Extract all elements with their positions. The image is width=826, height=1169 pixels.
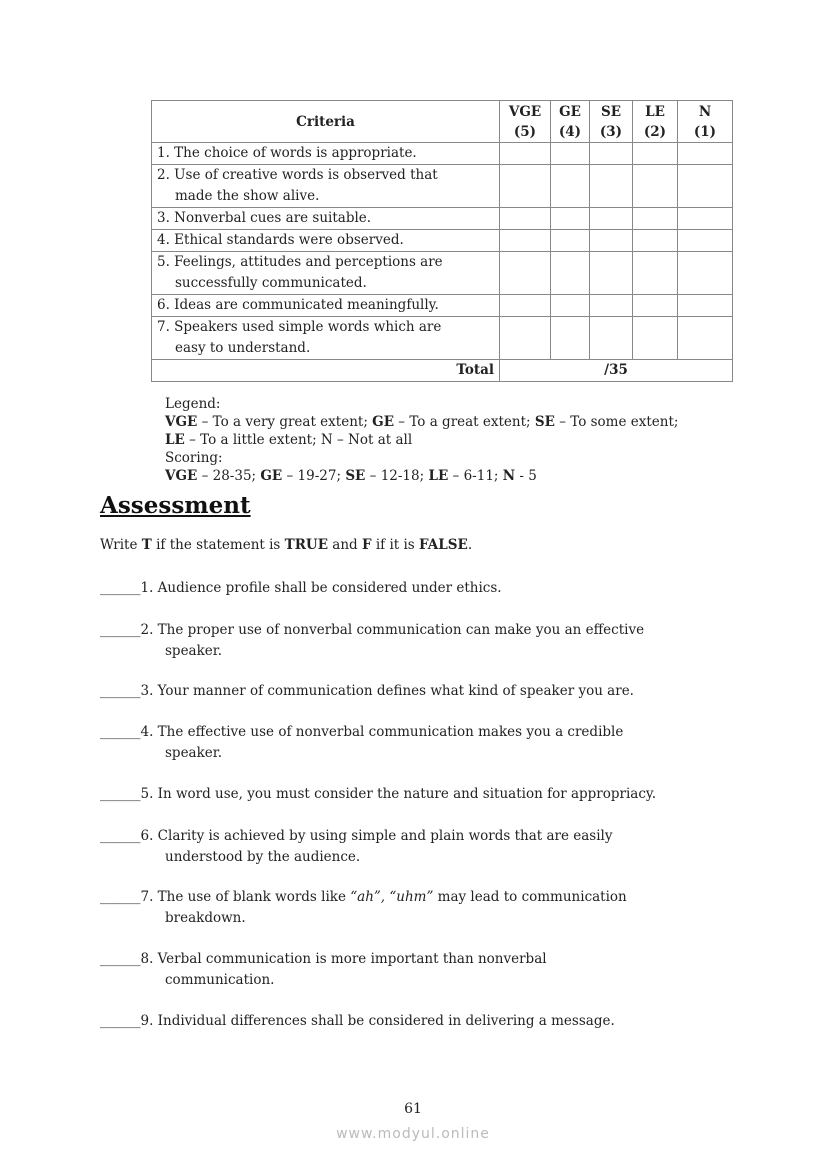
col-points: (1) bbox=[693, 123, 717, 140]
col-label: LE bbox=[645, 103, 665, 120]
rating-cell-n[interactable] bbox=[678, 143, 733, 165]
score-key: SE bbox=[345, 468, 366, 484]
col-points: (4) bbox=[558, 123, 582, 140]
rating-cell-vge[interactable] bbox=[500, 208, 551, 230]
rating-cell-vge[interactable] bbox=[500, 143, 551, 165]
criterion-text-cont: made the show alive. bbox=[175, 188, 320, 204]
item-text: may lead to communication bbox=[433, 889, 627, 905]
table-row bbox=[152, 143, 733, 165]
item-text-cont: communication. bbox=[165, 972, 275, 988]
table-header-row bbox=[152, 101, 733, 143]
scoring-title: Scoring: bbox=[165, 450, 223, 466]
rating-cell-vge[interactable] bbox=[500, 252, 551, 295]
score-key: VGE bbox=[165, 468, 198, 484]
col-label: SE bbox=[600, 103, 622, 120]
item-text: ______2. The proper use of nonverbal communication can make you an effective bbox=[100, 622, 645, 638]
legend-text bbox=[165, 413, 685, 449]
assessment-item bbox=[100, 578, 730, 599]
rating-cell-n[interactable] bbox=[678, 165, 733, 208]
score-range: – 6-11; bbox=[448, 468, 503, 484]
rating-cell-n[interactable] bbox=[678, 295, 733, 317]
rating-cell-se[interactable] bbox=[590, 317, 633, 360]
criterion-text: 7. Speakers used simple words which are bbox=[157, 319, 442, 335]
criterion-text-cont: easy to understand. bbox=[175, 340, 311, 356]
rating-cell-le[interactable] bbox=[633, 230, 678, 252]
criterion bbox=[152, 295, 500, 317]
col-vge bbox=[500, 101, 551, 143]
col-points: (5) bbox=[513, 123, 537, 140]
criterion-text: 1. The choice of words is appropriate. bbox=[157, 145, 417, 161]
criterion bbox=[152, 252, 500, 295]
table-row bbox=[152, 252, 733, 295]
item-text: ______4. The effective use of nonverbal communication makes you a credible bbox=[100, 724, 624, 740]
item-text: ______9. Individual differences shall be considered in delivering a message. bbox=[100, 1013, 615, 1029]
item-italic: “ah”, “uhm” bbox=[350, 889, 434, 905]
rating-cell-ge[interactable] bbox=[551, 295, 590, 317]
assessment-item bbox=[100, 620, 730, 662]
col-label: VGE bbox=[508, 103, 542, 120]
criterion bbox=[152, 208, 500, 230]
rating-cell-se[interactable] bbox=[590, 143, 633, 165]
score-range: – 12-18; bbox=[365, 468, 429, 484]
item-text: ______8. Verbal communication is more important than nonverbal bbox=[100, 951, 547, 967]
rating-cell-ge[interactable] bbox=[551, 230, 590, 252]
total-value: /35 bbox=[500, 360, 733, 382]
assessment-item bbox=[100, 826, 730, 868]
legend-key: GE bbox=[372, 414, 394, 430]
criterion bbox=[152, 317, 500, 360]
instr-text: and bbox=[327, 537, 362, 553]
rating-cell-ge[interactable] bbox=[551, 208, 590, 230]
total-label: Total bbox=[152, 360, 500, 382]
legend-desc: – To a very great extent; bbox=[197, 414, 373, 430]
assessment-heading: Assessment bbox=[100, 492, 251, 519]
rating-cell-se[interactable] bbox=[590, 208, 633, 230]
rating-cell-n[interactable] bbox=[678, 208, 733, 230]
instr-bold: T bbox=[141, 537, 152, 553]
instr-text: . bbox=[467, 537, 473, 553]
rating-cell-ge[interactable] bbox=[551, 143, 590, 165]
page-number: 61 bbox=[404, 1101, 422, 1117]
item-text-cont: understood by the audience. bbox=[165, 849, 361, 865]
score-key: LE bbox=[428, 468, 449, 484]
rating-cell-se[interactable] bbox=[590, 165, 633, 208]
col-points: (2) bbox=[643, 123, 667, 140]
assessment-item bbox=[100, 681, 730, 702]
assessment-item bbox=[100, 949, 730, 991]
assessment-item bbox=[100, 784, 730, 805]
rating-cell-le[interactable] bbox=[633, 208, 678, 230]
rating-cell-ge[interactable] bbox=[551, 165, 590, 208]
legend-key: VGE bbox=[165, 414, 198, 430]
rating-cell-se[interactable] bbox=[590, 252, 633, 295]
col-label: N bbox=[698, 103, 712, 120]
scoring-text bbox=[165, 467, 685, 485]
criterion-text: 3. Nonverbal cues are suitable. bbox=[157, 210, 372, 226]
instr-bold: FALSE bbox=[419, 537, 468, 553]
assessment-item bbox=[100, 722, 730, 764]
rating-cell-le[interactable] bbox=[633, 317, 678, 360]
rating-cell-n[interactable] bbox=[678, 230, 733, 252]
table-row bbox=[152, 295, 733, 317]
table-row bbox=[152, 165, 733, 208]
rating-cell-le[interactable] bbox=[633, 295, 678, 317]
criterion-text: 4. Ethical standards were observed. bbox=[157, 232, 404, 248]
rubric-table bbox=[151, 100, 733, 382]
criterion-text-cont: successfully communicated. bbox=[175, 275, 367, 291]
criterion-text: 6. Ideas are communicated meaningfully. bbox=[157, 297, 439, 313]
score-range: – 28-35; bbox=[197, 468, 261, 484]
rating-cell-se[interactable] bbox=[590, 230, 633, 252]
total-row bbox=[152, 360, 733, 382]
criterion-text: 2. Use of creative words is observed that bbox=[157, 167, 438, 183]
table-row bbox=[152, 208, 733, 230]
legend-key: SE bbox=[534, 414, 555, 430]
rating-cell-le[interactable] bbox=[633, 143, 678, 165]
score-key: N bbox=[502, 468, 516, 484]
assessment-item bbox=[100, 1011, 730, 1032]
legend-desc: – To some extent; bbox=[554, 414, 679, 430]
col-points: (3) bbox=[599, 123, 623, 140]
rating-cell-n[interactable] bbox=[678, 252, 733, 295]
assessment-instructions bbox=[100, 537, 472, 553]
legend-title: Legend: bbox=[165, 396, 221, 412]
item-text-cont: speaker. bbox=[165, 745, 223, 761]
table-row bbox=[152, 317, 733, 360]
col-ge bbox=[551, 101, 590, 143]
col-n bbox=[678, 101, 733, 143]
item-text: ______3. Your manner of communication defines what kind of speaker you are. bbox=[100, 683, 634, 699]
rating-cell-n[interactable] bbox=[678, 317, 733, 360]
col-se bbox=[590, 101, 633, 143]
legend-desc: – To a great extent; bbox=[394, 414, 535, 430]
item-text: ______1. Audience profile shall be considered under ethics. bbox=[100, 580, 502, 596]
col-le bbox=[633, 101, 678, 143]
rating-cell-vge[interactable] bbox=[500, 230, 551, 252]
criterion bbox=[152, 230, 500, 252]
item-text-cont: speaker. bbox=[165, 643, 223, 659]
legend-key: LE bbox=[165, 432, 185, 448]
legend-desc: – To a little extent; N – Not at all bbox=[184, 432, 413, 448]
criterion bbox=[152, 165, 500, 208]
rating-cell-ge[interactable] bbox=[551, 317, 590, 360]
criterion-text: 5. Feelings, attitudes and perceptions are bbox=[157, 254, 443, 270]
watermark: www.modyul.online bbox=[336, 1126, 490, 1142]
instr-bold: TRUE bbox=[284, 537, 328, 553]
instr-text: if the statement is bbox=[151, 537, 285, 553]
item-text-cont: breakdown. bbox=[165, 910, 246, 926]
item-text: ______6. Clarity is achieved by using simple and plain words that are easily bbox=[100, 828, 613, 844]
legend bbox=[165, 395, 685, 485]
rating-cell-le[interactable] bbox=[633, 252, 678, 295]
rating-cell-vge[interactable] bbox=[500, 317, 551, 360]
rating-cell-ge[interactable] bbox=[551, 252, 590, 295]
item-text: ______7. The use of blank words like bbox=[100, 889, 351, 905]
score-key: GE bbox=[260, 468, 283, 484]
assessment-item bbox=[100, 887, 730, 929]
table-row bbox=[152, 230, 733, 252]
rating-cell-vge[interactable] bbox=[500, 165, 551, 208]
instr-text: Write bbox=[100, 537, 142, 553]
instr-bold: F bbox=[361, 537, 372, 553]
score-range: – 19-27; bbox=[282, 468, 346, 484]
instr-text: if it is bbox=[371, 537, 420, 553]
item-text: ______5. In word use, you must consider the nature and situation for appropriacy. bbox=[100, 786, 657, 802]
rating-cell-se[interactable] bbox=[590, 295, 633, 317]
rating-cell-le[interactable] bbox=[633, 165, 678, 208]
col-label: GE bbox=[559, 103, 581, 120]
rating-cell-vge[interactable] bbox=[500, 295, 551, 317]
criteria-header: Criteria bbox=[152, 101, 500, 143]
score-range: - 5 bbox=[515, 468, 537, 484]
criterion bbox=[152, 143, 500, 165]
